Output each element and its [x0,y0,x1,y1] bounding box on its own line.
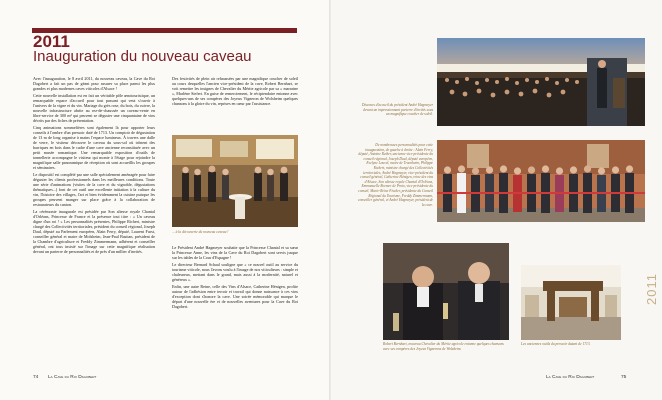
footer-title: La Cave du Roi Dagobert [48,375,97,380]
paragraph: Le Président André Hagmeyer souhaite que la Princesse Chantal et sa sœur la Princesse Anne, les vins de la Cave du Roi Dagobert sont servis jusque sur les tables de la Cour d'Espagne ! [172,245,298,260]
crowd-sunset-photo [437,38,645,126]
old-press-photo [521,265,621,340]
ribbon-cutting-photo [437,140,645,222]
paragraph: Des festivités de plein air rehaussées par une magnifique coucher de soleil au cours desquelles l'ancien vice-président de la cave, Robert Bernhart, se voit remettre les insignes de Chevalier du Mérite agricole par sa « marraine », Marlène Siefert. En guise de remerciement, le récipiendaire entonne avec quelques-uns de ses compères des Joyeux Vigneron de Wolxheim quelques chansons à la gloire du vin, reprises en cœur par l'assistance. [172,76,298,106]
footer-page-number: 75 [621,375,627,380]
paragraph: Cinq animations sommelières sont également là pour apporter leurs conseils à l'ombre d'un pressoir daté de 1713. Un comptoir de dégustation de 13 m de long organise à mains l'espace lumineux. À travers une dalle de verre, le visiteur découvre le caveau du sous-sol où trônent des barriques en bois dans le cadre d'une cave ancienne reconstituée avec un petit musée romantique. Une remarquable exposition d'outils de tonnellerie accompagne le visiteur qui monte à l'étage pour rejoindre la magnifique salle panoramique de réception où sont accueillis les groupes et séminaires. [33,125,155,170]
page-year: 2011 [33,32,70,51]
photo-caption: ... à la découverte du nouveau caveau ! [172,230,229,234]
article-column-3 [172,245,298,320]
photo-caption: Les anciennes outils du pressoir datant de 1713. [521,342,591,346]
article-column-2 [172,76,298,131]
photo-caption: Robert Bernhart, nouveau Chevalier du Mérite agricole entonne quelques chansons avec ses compères des Joyeux Vignerons de Wolxheim. [383,342,504,351]
paragraph: Le directeur Bernard Schaal souligne que « ce nouvel outil au service du tourisme viticole, nous l'avons voulu à l'image de nos viticulteurs : simple et chaleureux, mettant dans le grand, mais aussi à la modernité, naturel et généreux ». [172,262,298,282]
footer-title: La Cave du Roi Dagobert [546,375,595,380]
paragraph: Avec l'inauguration, le 8 avril 2011, du nouveau caveau, la Cave du Roi Dagobert a fait un pas de géant pour assurer sa place parmi les plus grandes et plus modernes caves viticoles d'Alsace ! [33,76,155,91]
cellar-interior-photo [172,135,298,227]
paragraph: Cette nouvelle installation est en fait un véritable pôle œnotouristique, un remarquable espace d'accueil pour tout passant qui veut s'ouvrir à l'univers de la vigne et du vin. Mariage du grès rose, du bois, du cuivre, la nouvelle infrastructure abrite au rez-de-chaussée un caveau-vente en libre-service de 300 m² qui peuvent se déguster une cinquantaine de vins décrits par des fiches de présentation. [33,93,155,123]
article-column-1 [33,76,155,361]
vertical-year: 2011 [644,273,659,305]
photo-caption: Discours d'accueil du président André Hagmeyer devant un impressionnant parterre d'invités sous un magnifique coucher de soleil. [361,103,433,117]
photo-caption: De nombreuses personnalités pour cette inauguration, de gauche à droite : Alain Ferry, député, Antoine Reiher, ancienne vice-présidente du conseil régional, Joseph Daul, député européen, Evelyne Louvel, maire de Traenheim, Philippe Richert, ministre chargé des Collectivités territoriales, André Hagmeyer, vice-président du conseil général, Catherine Hénigen, reine des vins d'Alsace, Son altesse royale Chantal d'Orléans, Emmanuelle Roemer de Proto, vice-présidente du conseil, Marie-Reine Fischer, présidente du Conseil Régional du Tourisme, Freddy Zimmermann, conseiller général, et André Hagmeyer, président de la cave. [358,143,433,207]
header-rule [32,28,297,33]
page-title: Inauguration du nouveau caveau [33,48,252,65]
paragraph: Le dispositif est complété par une salle spécialement aménagée pour faire déguster les clients professionnels dans les meilleures conditions. Toute une série d'animations (visites de la cave et du vignoble, dégustations thématiques...) font de cet outil une excellente initiation à la culture du vin, l'histoire des villages, l'art et bien évidemment la cuisine puisque les groupes peuvent manger sur place grâce à la collaboration de restaurateurs du canton. [33,172,155,207]
paragraph: La cérémonie inaugurale est présidée par Son altesse royale Chantal d'Orléans, Princesse de France et la présence tout titre : « Un caveau digne d'un roi ! » Les personnalités présentes, Philippe Richert, ministre chargé des Collectivités territoriales, président du conseil régional, Joseph Daul, député au Parlement européen, Alain Ferry, député, Laurent Furst, conseiller général et maire de Molsheim, Jean-Paul Bastian, président de la Chambre d'agriculture et Freddy Zimmermann, adhérent et conseiller général, ont tous insisté sur l'image sur cette magnifique réalisation devant un parterre de personnalités et de près d'un millier d'invités. [33,209,155,254]
paragraph: Enfin, une autre Reine, celle des Vins d'Alsace, Catherine Hénigen, profite autour de l'adhésion entre terroir et travail qui donne naissance à ces vins d'exception dont s'honore la cave. Une soirée mémorable qui marque le départ d'une nouvelle ère et de nouvelles aventures pour la Cave du Roi Dagobert. [172,284,298,309]
footer-page-number: 74 [33,375,39,380]
right-page [331,0,662,400]
chevalier-singing-photo [383,243,509,340]
